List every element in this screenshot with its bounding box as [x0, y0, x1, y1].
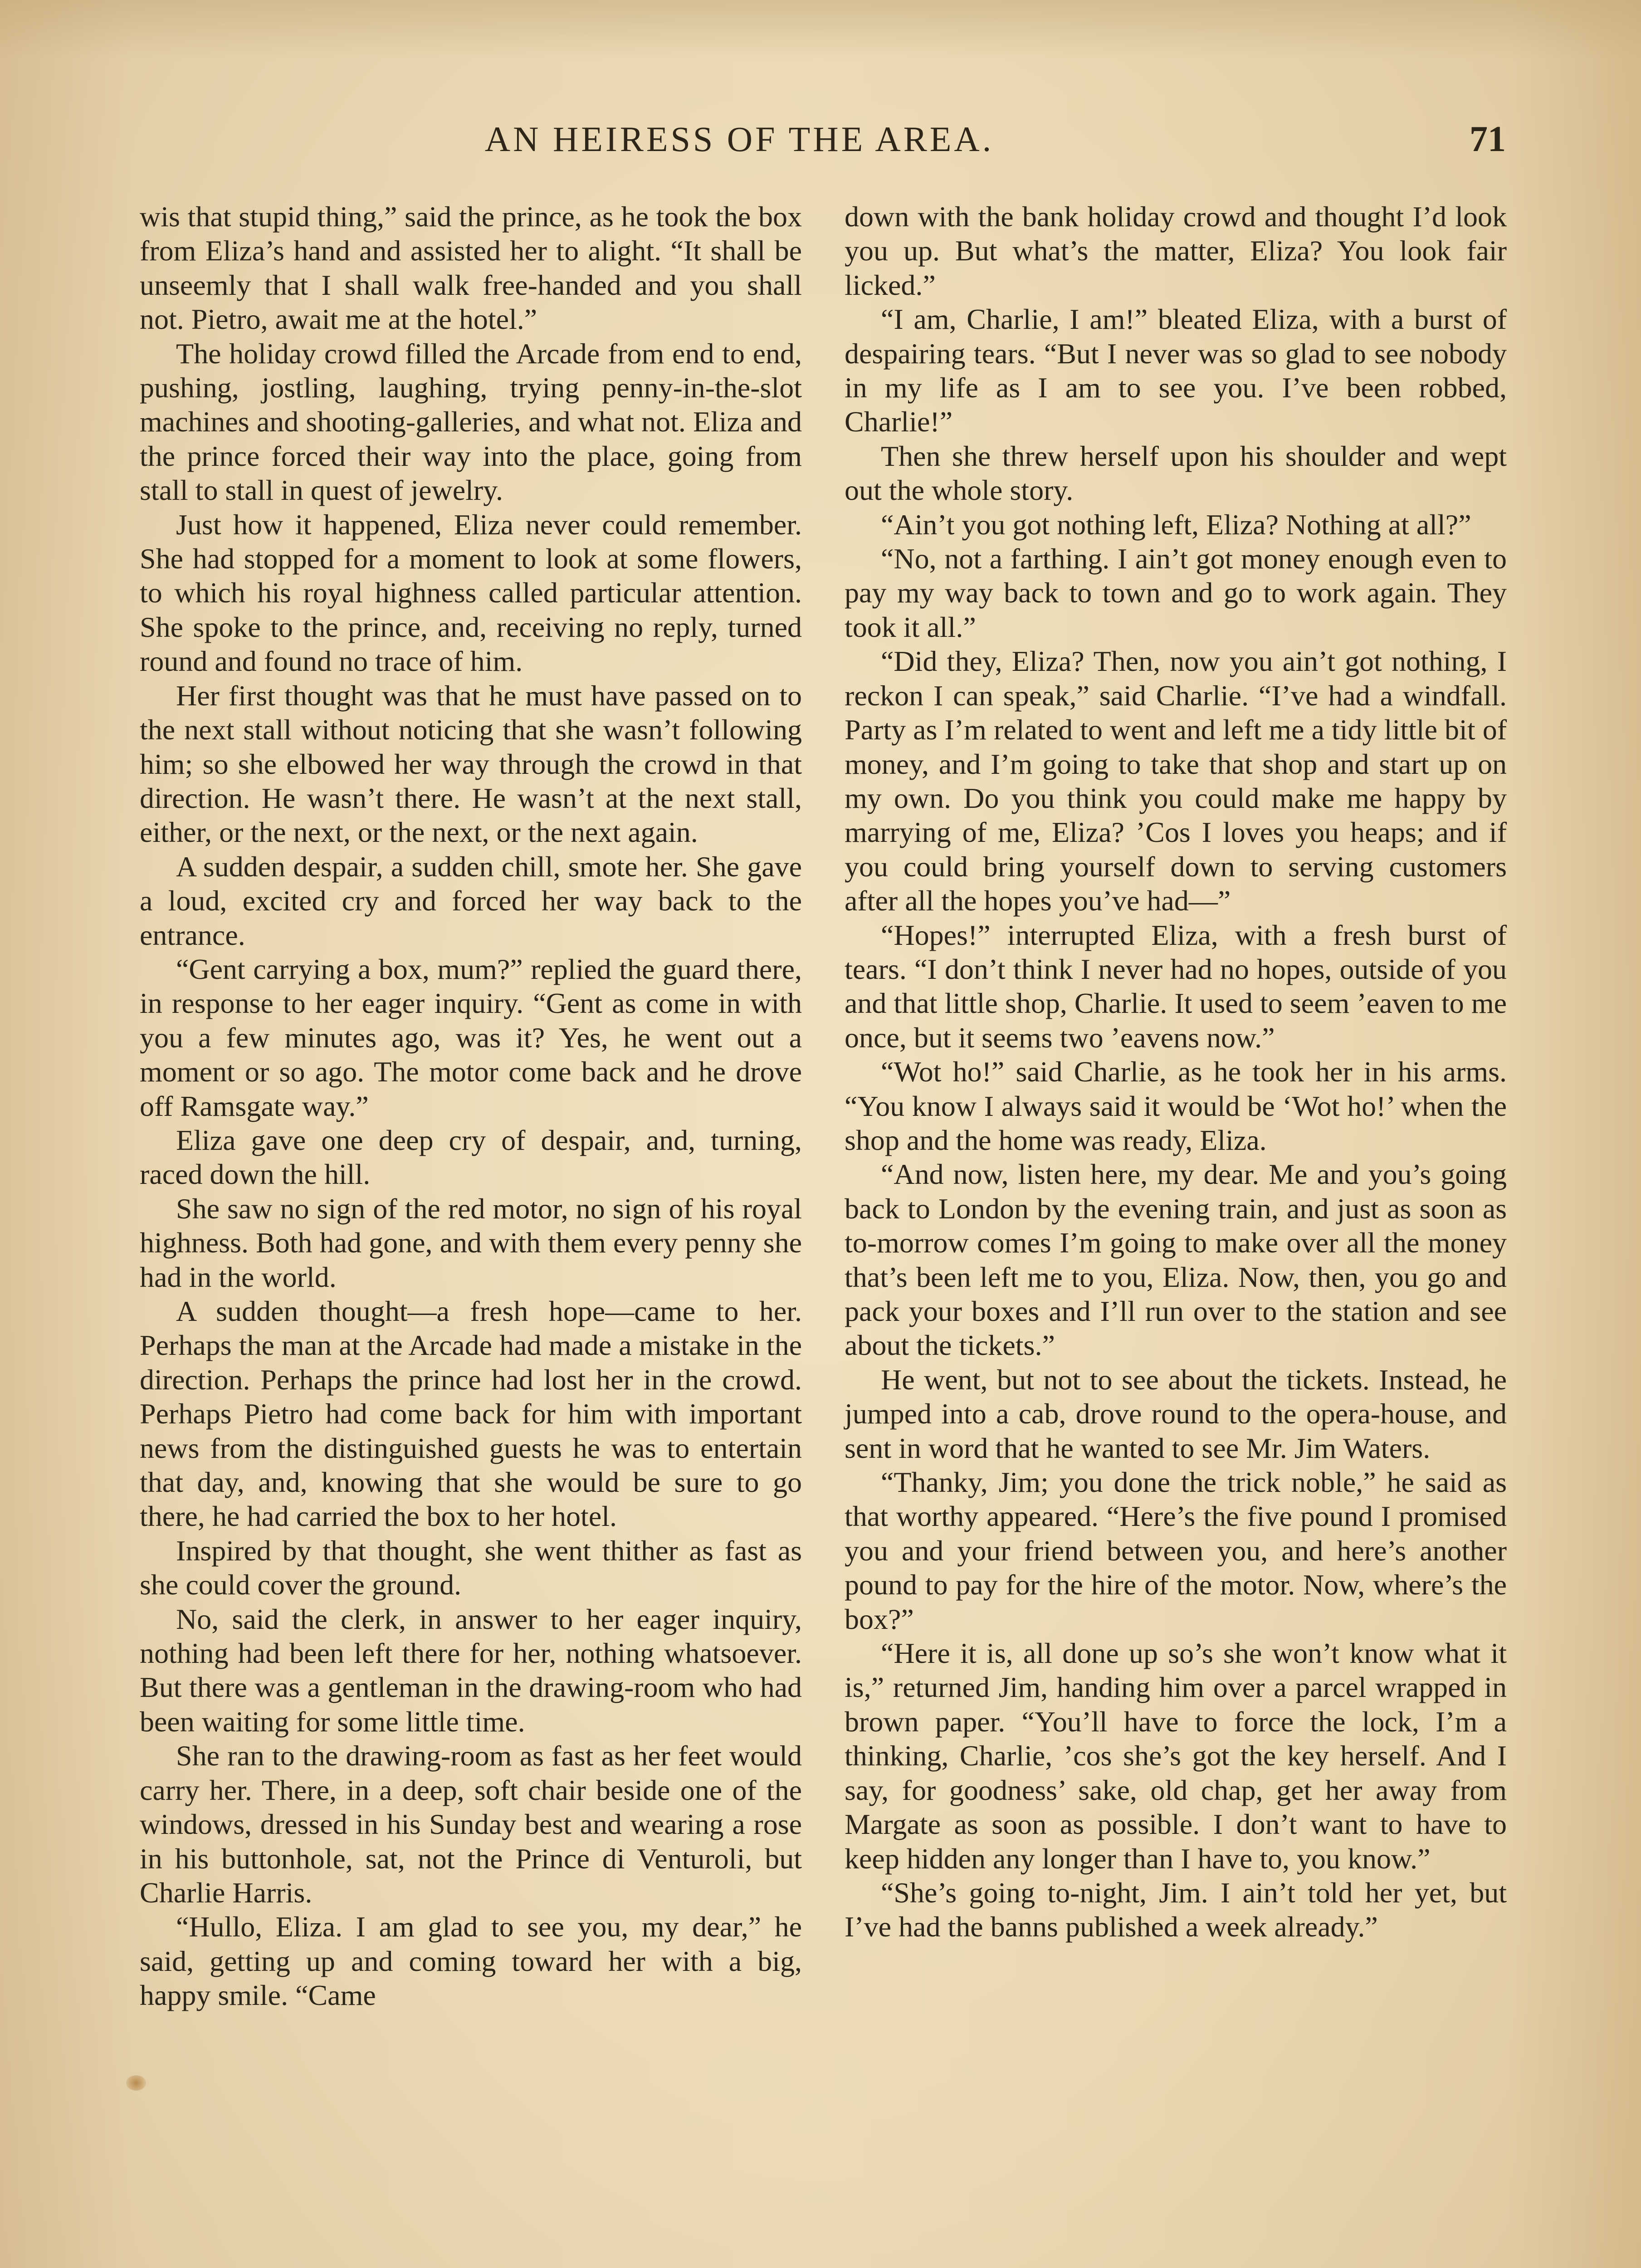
- paragraph: “Did they, Eliza? Then, now you ain’t got nothing, I reckon I can speak,” said Charlie. “I’ve had a windfall. Party as I’m related to went and left me a tidy little bit of money, and I’m going to take that shop and start up on my own. Do you think you could make me happy by marrying of me, Eliza? ’Cos I loves you heaps; and if you could bring yourself down to serving customers after all the hopes you’ve had—”: [845, 645, 1507, 917]
- running-title: AN HEIRESS OF THE AREA.: [484, 119, 994, 159]
- paragraph: “Hullo, Eliza. I am glad to see you, my dear,” he said, getting up and coming toward her with a big, happy smile. “Came: [140, 1911, 802, 2012]
- page-header: [136, 119, 1506, 173]
- paper-stain: [126, 2075, 146, 2091]
- paragraph: She saw no sign of the red motor, no sign of his royal highness. Both had gone, and with them every penny she had in the world.: [140, 1192, 802, 1293]
- paragraph: She ran to the drawing-room as fast as her feet would carry her. There, in a deep, soft chair beside one of the windows, dressed in his Sunday best and wearing a rose in his buttonhole, sat, not the Prince di Venturoli, but Charlie Harris.: [140, 1740, 802, 1909]
- paragraph: “Gent carrying a box, mum?” replied the guard there, in response to her eager inquiry. “Gent as come in with you a few minutes ago, was it? Yes, he went out a moment or so ago. The motor come back and he drove off Ramsgate way.”: [140, 953, 802, 1122]
- paragraph: “Hopes!” interrupted Eliza, with a fresh burst of tears. “I don’t think I never had no hopes, outside of you and that little shop, Charlie. It used to seem ’eaven to me once, but it seems two ’eavens now.”: [845, 919, 1507, 1054]
- paragraph: down with the bank holiday crowd and thought I’d look you up. But what’s the matter, Eliza? You look fair licked.”: [845, 200, 1507, 301]
- paragraph: “Wot ho!” said Charlie, as he took her in his arms. “You know I always said it would be ‘Wot ho!’ when the shop and the home was ready, Eliza.: [845, 1056, 1507, 1156]
- right-column: [845, 200, 1507, 1944]
- paragraph: Just how it happened, Eliza never could remember. She had stopped for a moment to look at some flowers, to which his royal highness called particular attention. She spoke to the prince, and, receiving no reply, turned round and found no trace of him.: [140, 508, 802, 678]
- paragraph: A sudden thought—a fresh hope—came to her. Perhaps the man at the Arcade had made a mistake in the direction. Perhaps the prince had lost her in the crowd. Perhaps Pietro had come back for him with important news from the distinguished guests he was to entertain that day, and, knowing that she would be sure to go there, he had carried the box to her hotel.: [140, 1295, 802, 1533]
- paragraph: Inspired by that thought, she went thither as fast as she could cover the ground.: [140, 1534, 802, 1601]
- paragraph: Then she threw herself upon his shoulder and wept out the whole story.: [845, 440, 1507, 507]
- paragraph: Her first thought was that he must have passed on to the next stall without noticing that she wasn’t following him; so she elbowed her way through the crowd in that direction. He wasn’t there. He wasn’t at the next stall, either, or the next, or the next, or the next again.: [140, 679, 802, 849]
- paragraph: “Here it is, all done up so’s she won’t know what it is,” returned Jim, handing him over a parcel wrapped in brown paper. “You’ll have to force the lock, I’m a thinking, Charlie, ’cos she’s got the key herself. And I say, for goodness’ sake, old chap, get her away from Margate as soon as possible. I don’t want to have to keep hidden any longer than I have to, you know.”: [845, 1637, 1507, 1875]
- paragraph: The holiday crowd filled the Arcade from end to end, pushing, jostling, laughing, trying penny-in-the-slot machines and shooting-galleries, and what not. Eliza and the prince forced their way into the place, going from stall to stall in quest of jewelry.: [140, 337, 802, 507]
- paragraph: A sudden despair, a sudden chill, smote her. She gave a loud, excited cry and forced her way back to the entrance.: [140, 850, 802, 951]
- paragraph: “I am, Charlie, I am!” bleated Eliza, with a burst of despairing tears. “But I never was so glad to see nobody in my life as I am to see you. I’ve been robbed, Charlie!”: [845, 303, 1507, 438]
- paragraph: He went, but not to see about the tickets. Instead, he jumped into a cab, drove round to the opera-house, and sent in word that he wanted to see Mr. Jim Waters.: [845, 1363, 1507, 1464]
- paragraph: wis that stupid thing,” said the prince, as he took the box from Eliza’s hand and assisted her to alight. “It shall be unseemly that I shall walk free-handed and you shall not. Pietro, await me at the hotel.”: [140, 200, 802, 336]
- page-edge-shading-top: [0, 0, 1641, 59]
- paragraph: “And now, listen here, my dear. Me and you’s going back to London by the evening train, and just as soon as to-morrow comes I’m going to make over all the money that’s been left me to you, Eliza. Now, then, you go and pack your boxes and I’ll run over to the station and see about the tickets.”: [845, 1158, 1507, 1362]
- left-column: [140, 200, 802, 2013]
- paragraph: “Ain’t you got nothing left, Eliza? Nothing at all?”: [881, 508, 1471, 541]
- paragraph: “She’s going to-night, Jim. I ain’t told her yet, but I’ve had the banns published a week already.”: [845, 1876, 1507, 1943]
- paragraph: “Thanky, Jim; you done the trick noble,” he said as that worthy appeared. “Here’s the five pound I promised you and your friend between you, and here’s another pound to pay for the hire of the motor. Now, where’s the box?”: [845, 1466, 1507, 1635]
- paragraph: No, said the clerk, in answer to her eager inquiry, nothing had been left there for her, nothing whatsoever. But there was a gentleman in the drawing-room who had been waiting for some little time.: [140, 1603, 802, 1738]
- paragraph: “No, not a farthing. I ain’t got money enough even to pay my way back to town and go to work again. They took it all.”: [845, 543, 1507, 643]
- page-number: 71: [1470, 119, 1506, 159]
- paragraph: Eliza gave one deep cry of despair, and, turning, raced down the hill.: [140, 1124, 802, 1191]
